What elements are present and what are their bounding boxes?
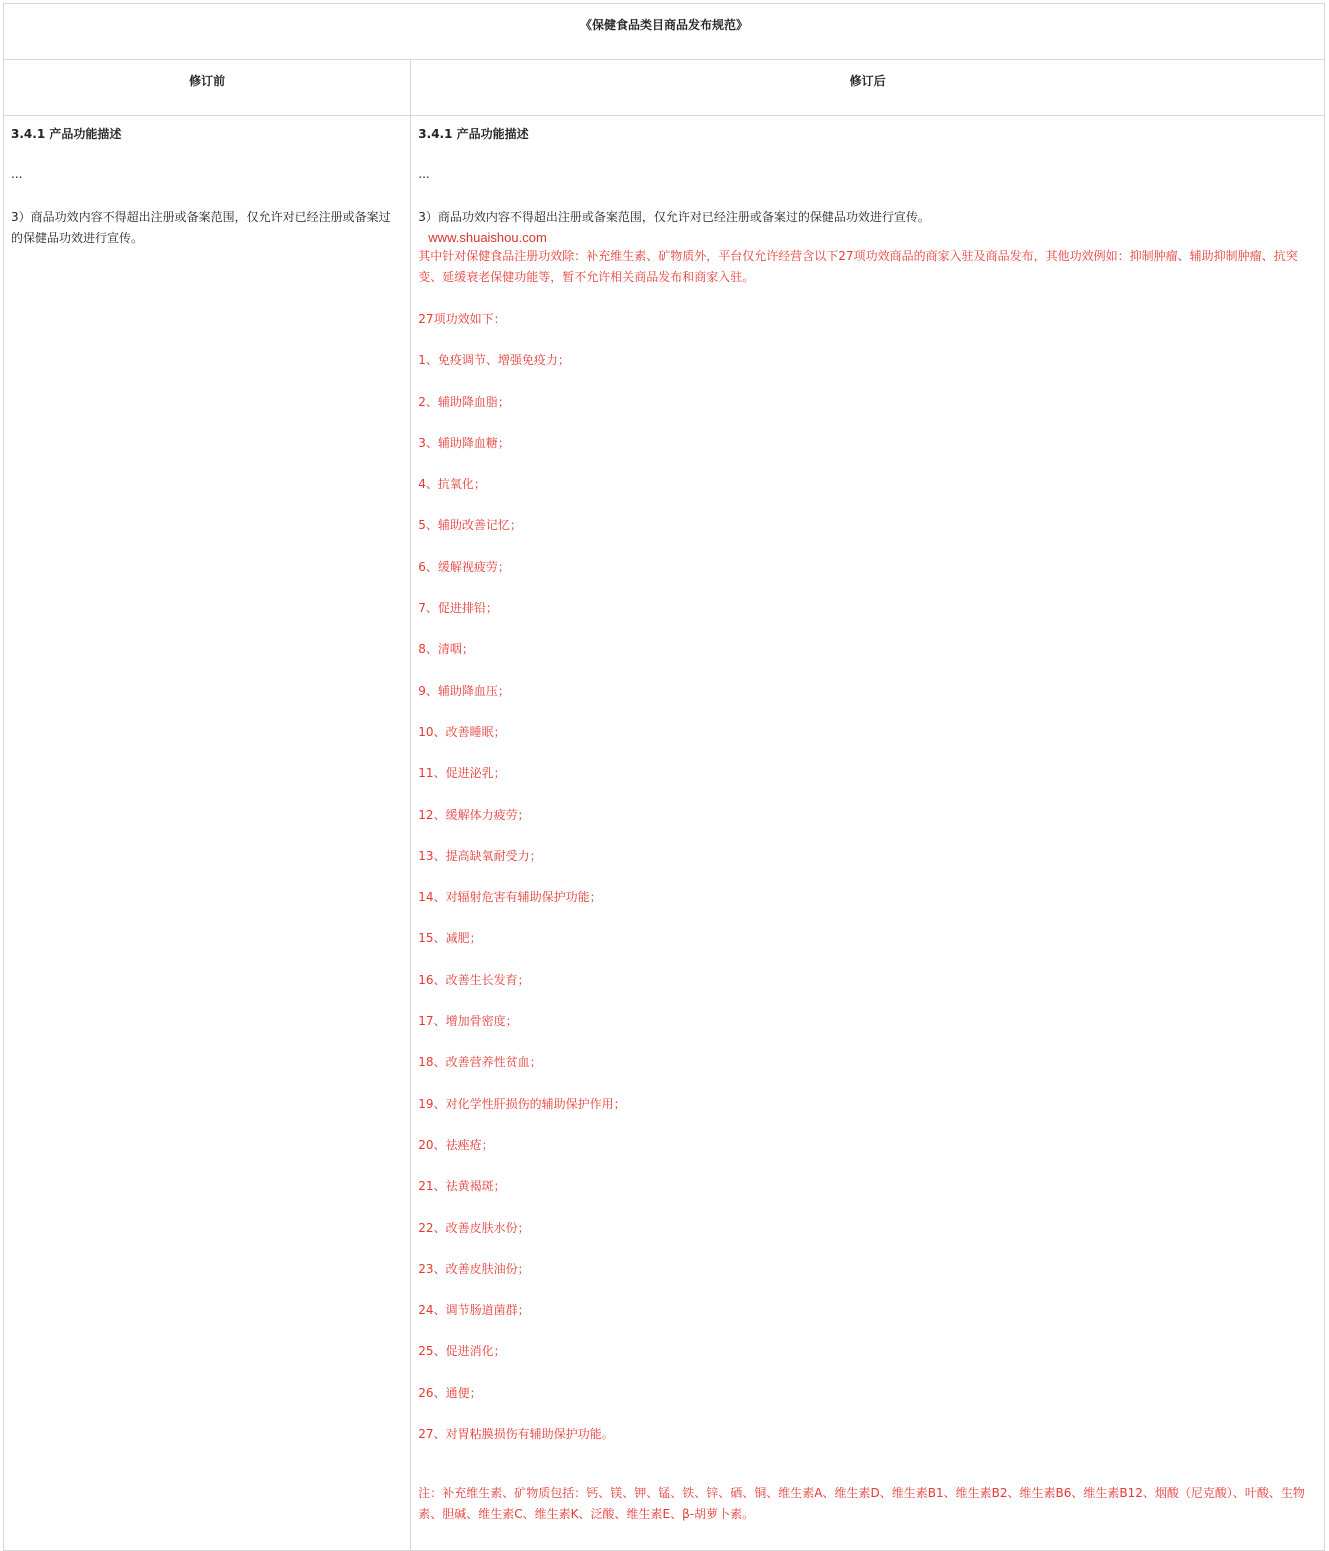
title-row [4, 4, 1325, 60]
header-row [4, 60, 1325, 116]
list-item: 12、缓解体力疲劳； [418, 807, 530, 822]
after-paragraph: 3）商品功效内容不得超出注册或备案范围，仅允许对已经注册或备案过的保健品功效进行宣传。 [418, 210, 930, 224]
list-item: 10、改善睡眠； [418, 724, 506, 739]
list-item: 23、改善皮肤油份； [418, 1261, 530, 1276]
list-item: 25、促进消化； [418, 1344, 506, 1359]
list-item: 19、对化学性肝损伤的辅助保护作用； [418, 1096, 626, 1111]
list-item: 4、抗氧化； [418, 477, 486, 492]
effects-list [418, 350, 1316, 1444]
list-item: 14、对辐射危害有辅助保护功能； [418, 890, 602, 905]
after-section-heading: 3.4.1 产品功能描述 [418, 127, 529, 141]
list-item: 1、免疫调节、增强免疫力； [418, 353, 570, 368]
before-ellipsis: ... [11, 167, 23, 181]
list-item: 18、改善营养性贫血； [418, 1055, 542, 1070]
list-item: 9、辅助降血压； [418, 683, 510, 698]
list-item: 2、辅助降血脂； [418, 394, 510, 409]
list-item: 17、增加骨密度； [418, 1014, 518, 1029]
vitamins-note: 注：补充维生素、矿物质包括：钙、镁、钾、锰、铁、锌、硒、铜、维生素A、维生素D、维生素B1、维生素B2、维生素B6、维生素B12、烟酸（尼克酸）、叶酸、生物素、胆碱、维生素C、维生素K、泛酸、维生素E、β-胡萝卜素。 [418, 1486, 1305, 1522]
list-item: 24、调节肠道菌群； [418, 1303, 530, 1318]
list-item: 7、促进排铅； [418, 601, 498, 616]
list-item: 3、辅助降血糖； [418, 435, 510, 450]
list-item: 15、减肥； [418, 931, 482, 946]
before-cell [4, 116, 411, 1551]
list-item: 6、缓解视疲劳； [418, 559, 510, 574]
document-title: 《保健食品类目商品发布规范》 [4, 4, 1325, 60]
list-item: 8、清咽； [418, 642, 474, 657]
comparison-table [3, 3, 1325, 1551]
after-ellipsis: ... [418, 167, 430, 181]
list-item: 13、提高缺氧耐受力； [418, 848, 542, 863]
added-intro: 其中针对保健食品注册功效除：补充维生素、矿物质外，平台仅允许经营含以下27项功效商品的商家入驻及商品发布，其他功效例如：抑制肿瘤、辅助抑制肿瘤、抗突变、延缓衰老保健功能等，暂不允许相关商品发布和商家入驻。 [418, 249, 1298, 284]
column-header-before: 修订前 [4, 60, 411, 116]
list-item: 5、辅助改善记忆； [418, 518, 522, 533]
list-item: 21、祛黄褐斑； [418, 1179, 506, 1194]
list-item: 20、祛痤疮； [418, 1137, 494, 1152]
list-item: 22、改善皮肤水份； [418, 1220, 530, 1235]
list-item: 27、对胃粘膜损伤有辅助保护功能。 [418, 1427, 614, 1442]
list-item: 11、促进泌乳； [418, 766, 506, 781]
before-paragraph: 3）商品功效内容不得超出注册或备案范围，仅允许对已经注册或备案过的保健品功效进行宣传。 [11, 210, 391, 245]
column-header-after: 修订后 [411, 60, 1325, 116]
effects-list-title: 27项功效如下： [418, 312, 506, 326]
watermark-text: www.shuaishou.com [428, 230, 547, 245]
list-item: 26、通便； [418, 1385, 482, 1400]
after-cell [411, 116, 1325, 1551]
content-row [4, 116, 1325, 1551]
before-section-heading: 3.4.1 产品功能描述 [11, 127, 122, 141]
list-item: 16、改善生长发育； [418, 972, 530, 987]
